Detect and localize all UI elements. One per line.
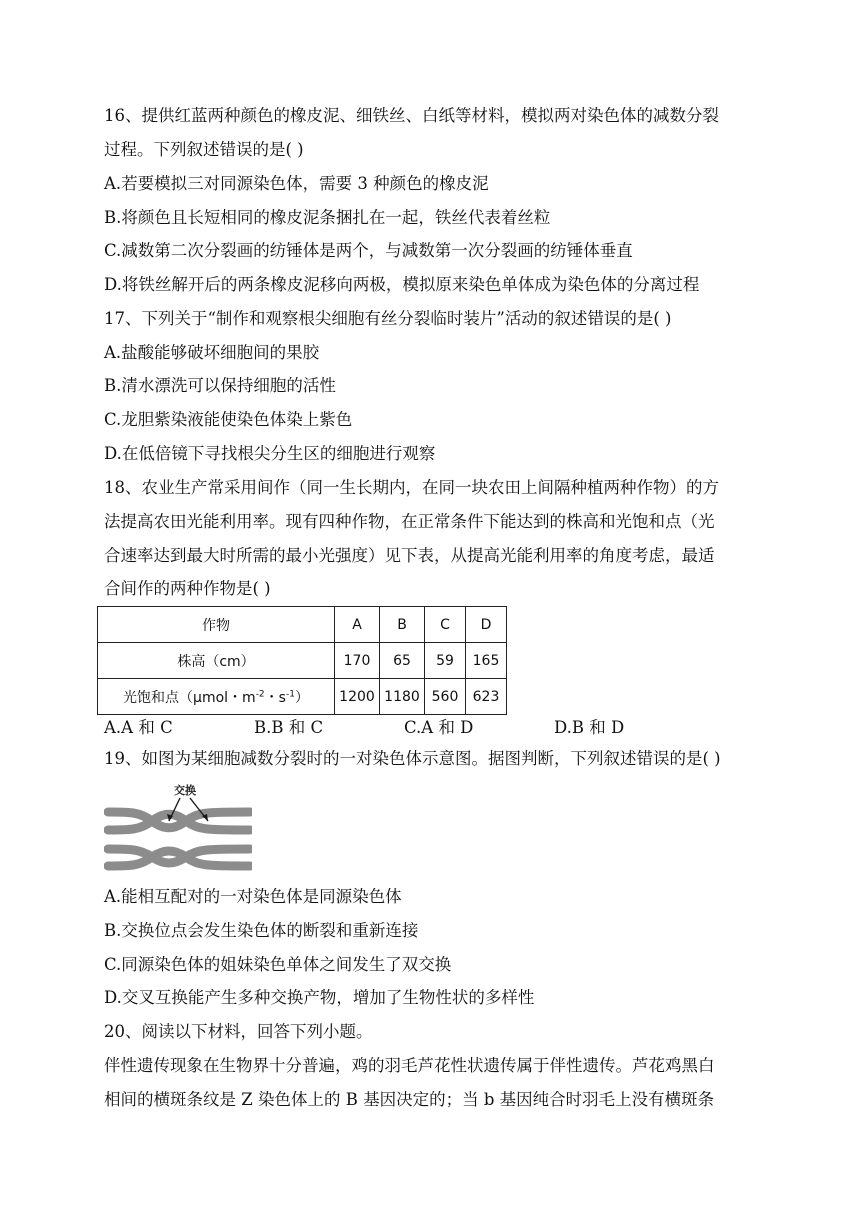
table-cell: 560 <box>425 679 466 715</box>
label-superscript: -2 <box>255 688 265 699</box>
q16-option-d: D.将铁丝解开后的两条橡皮泥移向两极，模拟原来染色单体成为染色体的分离过程 <box>104 275 700 294</box>
q18-option-a: A.A 和 C <box>104 718 173 737</box>
table-header-cell: A <box>335 607 380 643</box>
q17-option-a: A.盐酸能够破坏细胞间的果胶 <box>104 343 320 362</box>
q19-option-b: B.交换位点会发生染色体的断裂和重新连接 <box>104 921 419 940</box>
q19-option-a: A.能相互配对的一对染色体是同源染色体 <box>104 887 402 906</box>
crop-table <box>97 606 507 715</box>
chromosome-crossover-figure <box>104 781 252 875</box>
table-row-label: 株高（cm） <box>98 643 335 679</box>
q19-option-c: C.同源染色体的姐妹染色单体之间发生了双交换 <box>104 955 452 974</box>
table-header-cell: 作物 <box>98 607 335 643</box>
table-row <box>98 679 507 715</box>
q19-option-d: D.交叉互换能产生多种交换产物，增加了生物性状的多样性 <box>104 988 535 1007</box>
q16-option-a: A.若要模拟三对同源染色体，需要 3 种颜色的橡皮泥 <box>104 174 489 193</box>
table-header-row <box>98 607 507 643</box>
label-part: ） <box>294 689 309 706</box>
q17-option-b: B.清水漂洗可以保持细胞的活性 <box>104 376 336 395</box>
label-superscript: -1 <box>285 688 295 699</box>
q20-material-line-2: 相间的横斑条纹是 Z 染色体上的 B 基因决定的；当 b 基因纯合时羽毛上没有横斑条 <box>104 1090 715 1109</box>
table-header-cell: D <box>466 607 507 643</box>
table-cell: 165 <box>466 643 507 679</box>
q18-stem-line-1: 18、农业生产常采用间作（同一生长期内，在同一块农田上间隔种植两种作物）的方 <box>104 478 719 497</box>
q16-stem-line-1: 16、提供红蓝两种颜色的橡皮泥、细铁丝、白纸等材料，模拟两对染色体的减数分裂 <box>104 106 719 125</box>
table-row-label <box>98 679 335 715</box>
label-part: 光饱和点（μmol・m <box>123 689 256 706</box>
figure-label: 交换 <box>174 784 196 797</box>
q17-stem: 17、下列关于“制作和观察根尖细胞有丝分裂临时装片”活动的叙述错误的是( ) <box>104 309 672 328</box>
q20-material-line-1: 伴性遗传现象在生物界十分普遍，鸡的羽毛芦花性状遗传属于伴性遗传。芦花鸡黑白 <box>104 1056 715 1075</box>
table-cell: 170 <box>335 643 380 679</box>
q18-options <box>104 714 764 736</box>
table-cell: 623 <box>466 679 507 715</box>
q18-option-b: B.B 和 C <box>254 718 324 737</box>
table-row <box>98 643 507 679</box>
q18-stem-line-4: 合间作的两种作物是( ) <box>104 579 271 598</box>
q20-stem: 20、阅读以下材料，回答下列小题。 <box>104 1022 373 1041</box>
table-header-cell: B <box>380 607 425 643</box>
q18-option-d: D.B 和 D <box>554 718 625 737</box>
table-cell: 1200 <box>335 679 380 715</box>
label-part: ・s <box>264 689 286 706</box>
q16-option-c: C.减数第二次分裂画的纺锤体是两个，与减数第一次分裂画的纺锤体垂直 <box>104 241 633 260</box>
table-cell: 1180 <box>380 679 425 715</box>
q18-stem-line-3: 合速率达到最大时所需的最小光强度）见下表，从提高光能利用率的角度考虑，最适 <box>104 546 715 565</box>
q18-stem-line-2: 法提高农田光能利用率。现有四种作物，在正常条件下能达到的株高和光饱和点（光 <box>104 512 715 531</box>
table-cell: 59 <box>425 643 466 679</box>
q16-option-b: B.将颜色且长短相同的橡皮泥条捆扎在一起，铁丝代表着丝粒 <box>104 208 551 227</box>
q18-option-c: C.A 和 D <box>404 718 474 737</box>
q19-stem: 19、如图为某细胞减数分裂时的一对染色体示意图。据图判断，下列叙述错误的是( ) <box>104 749 721 768</box>
table-header-cell: C <box>425 607 466 643</box>
q17-option-d: D.在低倍镜下寻找根尖分生区的细胞进行观察 <box>104 444 436 463</box>
q17-option-c: C.龙胆紫染液能使染色体染上紫色 <box>104 410 353 429</box>
table-cell: 65 <box>380 643 425 679</box>
q16-stem-line-2: 过程。下列叙述错误的是( ) <box>104 140 304 159</box>
